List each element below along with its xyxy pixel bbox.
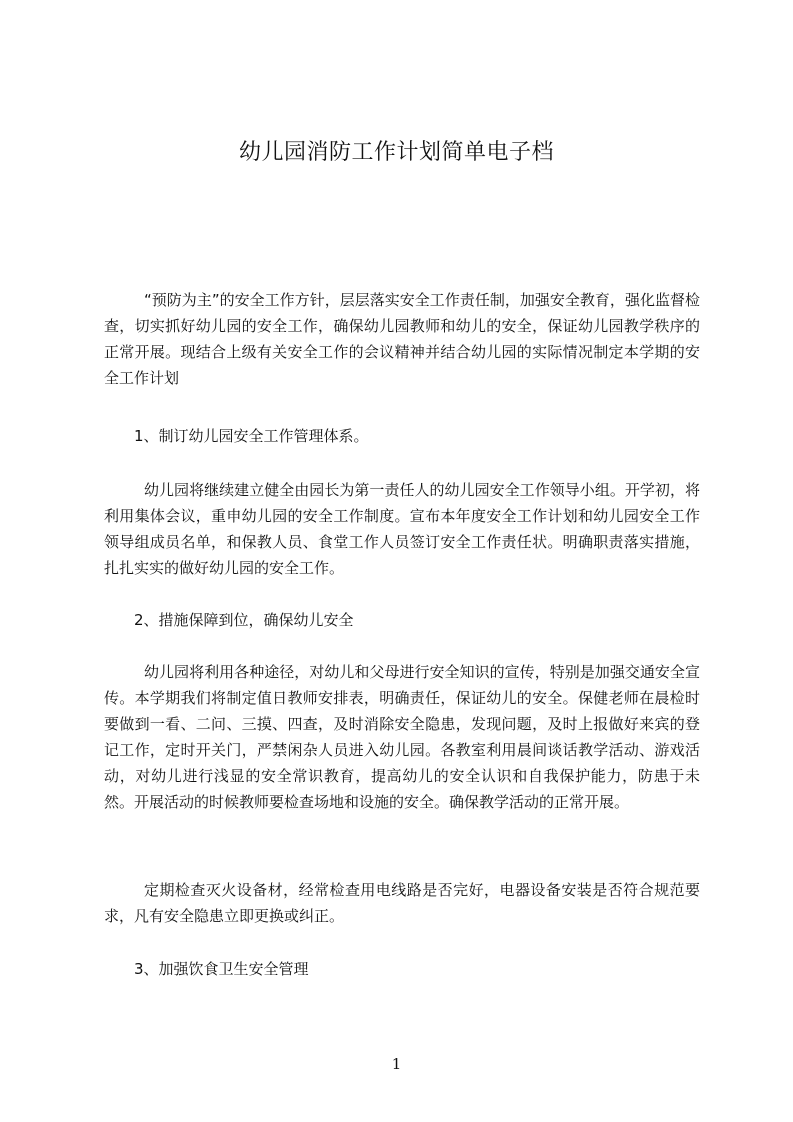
section-heading-2: 2、措施保障到位，确保幼儿安全 xyxy=(134,611,354,629)
intro-paragraph-block xyxy=(104,287,700,391)
section-heading-1: 1、制订幼儿园安全工作管理体系。 xyxy=(134,427,369,445)
fire-equipment-paragraph: 定期检查灭火设备材，经常检查用电线路是否完好，电器设备安装是否符合规范要求，凡有安全隐患立即更换或纠正。 xyxy=(104,881,700,925)
page-number: 1 xyxy=(391,1055,402,1073)
fire-equipment-paragraph-block xyxy=(104,877,700,929)
section-heading-3: 3、加强饮食卫生安全管理 xyxy=(134,960,309,978)
section-1-paragraph: 幼儿园将继续建立健全由园长为第一责任人的幼儿园安全工作领导小组。开学初，将利用集体会议，重申幼儿园的安全工作制度。宣布本年度安全工作计划和幼儿园安全工作领导组成员名单，和保教人员、食堂工作人员签订安全工作责任状。明确职责落实措施，扎扎实实的做好幼儿园的安全工作。 xyxy=(104,481,700,577)
section-heading-2-block xyxy=(104,607,700,633)
section-1-paragraph-block xyxy=(104,477,700,581)
section-2-paragraph-block xyxy=(104,659,700,815)
section-heading-3-block xyxy=(104,956,700,982)
section-heading-1-block xyxy=(104,423,700,449)
section-2-paragraph: 幼儿园将利用各种途径，对幼儿和父母进行安全知识的宣传，特别是加强交通安全宣传。本学期我们将制定值日教师安排表，明确责任，保证幼儿的安全。保健老师在晨检时要做到一看、二问、三摸、四查，及时消除安全隐患，发现问题，及时上报做好来宾的登记工作，定时开关门，严禁闲杂人员进入幼儿园。各教室利用晨间谈话教学活动、游戏活动，对幼儿进行浅显的安全常识教育，提高幼儿的安全认识和自我保护能力，防患于未然。开展活动的时候教师要检查场地和设施的安全。确保教学活动的正常开展。 xyxy=(104,663,700,811)
intro-paragraph: “预防为主”的安全工作方针，层层落实安全工作责任制，加强安全教育，强化监督检查，切实抓好幼儿园的安全工作，确保幼儿园教师和幼儿的安全，保证幼儿园教学秩序的正常开展。现结合上级有关安全工作的会议精神并结合幼儿园的实际情况制定本学期的安全工作计划 xyxy=(104,291,700,387)
document-title: 幼儿园消防工作计划简单电子档 xyxy=(238,140,554,165)
